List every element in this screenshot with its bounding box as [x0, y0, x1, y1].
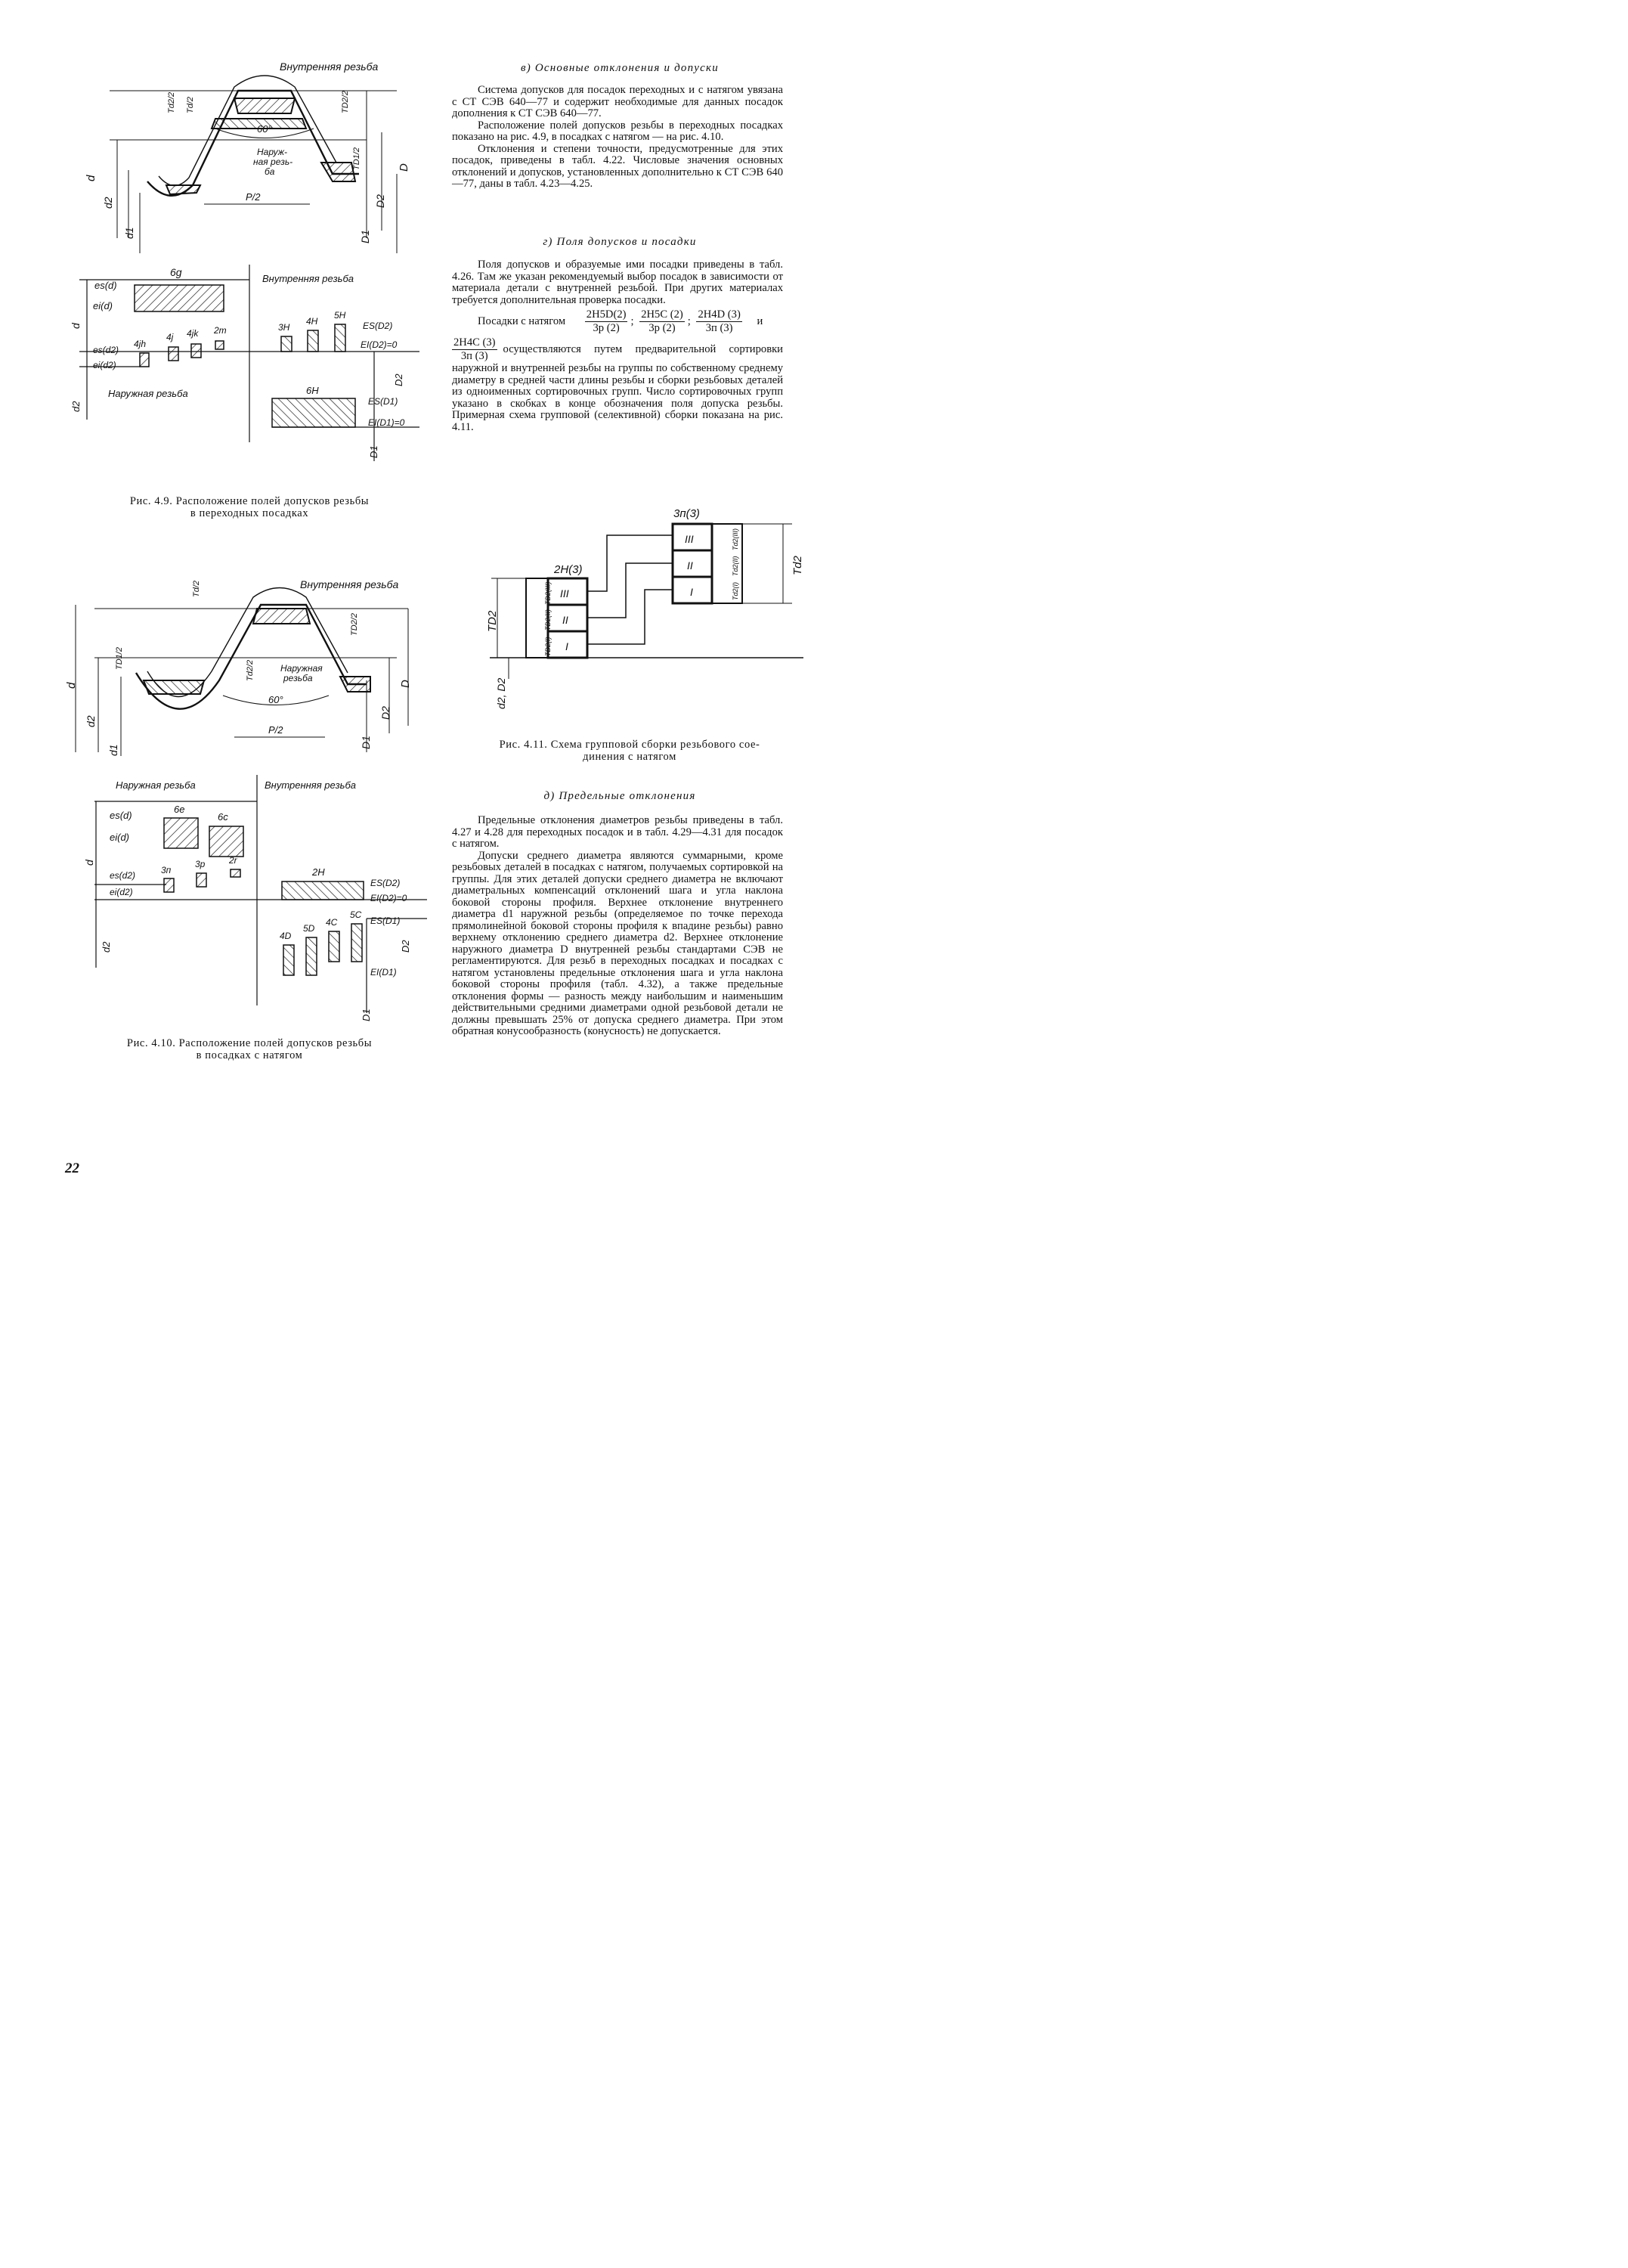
fig49-D-label: D	[398, 163, 410, 172]
fit-1	[585, 308, 628, 335]
fig410-angle-label: 60°	[268, 694, 283, 705]
fit-3	[696, 308, 741, 335]
fig411-nut-group-II: II	[562, 614, 568, 626]
fig410-TD1-label: TD1/2	[115, 647, 124, 670]
fig410-5C: 5C	[350, 909, 362, 920]
fig410-d-label: d	[65, 682, 78, 689]
fig410-D1-label: D1	[360, 736, 372, 749]
fit-1-den: 3р (2)	[593, 322, 620, 334]
fig49-caption	[83, 495, 416, 519]
fig49-field-4H	[308, 330, 318, 352]
fig410-d2-label-2: d2	[101, 941, 112, 953]
fig49-3H: 3H	[278, 322, 290, 333]
fits-line-2	[452, 336, 783, 433]
fig411-nut-tol-II: TD2(II)	[544, 609, 552, 631]
fig410-D2-label: D2	[379, 706, 392, 720]
fig410-field-3n	[164, 878, 174, 892]
section-v-body	[452, 85, 783, 191]
fig49-field-4jh	[140, 353, 149, 367]
fig410-internal-label-2: Внутренняя резьба	[265, 779, 357, 791]
fig410-ES-D1: ES(D1)	[370, 916, 401, 926]
fig410-caption-line1: Рис. 4.10. Расположение полей допусков резьбы	[126, 1037, 373, 1049]
fig410-d1-label: d1	[107, 744, 119, 756]
fig49-ES-D1: ES(D1)	[368, 396, 398, 407]
fig410-5D: 5D	[303, 923, 315, 934]
section-v-para-2: Расположение полей допусков резьбы в переходных посадках показано на рис. 4.9, в посадках с натягом — на рис. 4.10.	[452, 119, 783, 143]
fig49-D2-label-2: D2	[393, 373, 404, 386]
fig49-ei-d2: ei(d2)	[93, 360, 116, 370]
fig49-nut-label-3: ба	[265, 166, 275, 177]
section-g-para-1: Поля допусков и образуемые ими посадки приведены в табл. 4.26. Там же указан рекомендуемый выбор посадок в зависимости от материала детали с внутренней резьбой. При других материалах требуется дополнительная проверка посадки.	[452, 259, 783, 306]
fig411-base-label: d2, D2	[495, 677, 507, 709]
fig49-tolerance-axes	[79, 265, 419, 461]
fig49-d2-label: d2	[102, 197, 114, 209]
page-number: 22	[65, 1160, 79, 1176]
fig410-EI-D2: EI(D2)=0	[370, 893, 407, 903]
fig410-es-d: es(d)	[110, 810, 132, 821]
fits-and: и	[757, 314, 763, 327]
fig49-nut-label-2: ная резь-	[253, 156, 293, 167]
fig49-caption-line1: Рис. 4.9. Расположение полей допусков резьбы	[129, 495, 370, 507]
fig410-d-label-2: d	[83, 860, 95, 866]
fig49-5H: 5H	[334, 310, 346, 321]
fig49-4jk: 4jk	[187, 328, 199, 339]
section-g-heading: г) Поля допусков и посадки	[543, 236, 697, 248]
fig411-bolt-tol-I: Td2(I)	[732, 581, 739, 600]
section-d-body	[452, 815, 783, 1038]
fig410-ei-d2: ei(d2)	[110, 887, 133, 897]
fig410-TD2-label: TD2/2	[350, 613, 359, 636]
fig411-caption-line2: динения с натягом	[583, 751, 676, 763]
fig49-Td-label: Td/2	[186, 96, 195, 113]
fig411-bolt-tol-III: Td2(III)	[732, 528, 739, 550]
fit-4	[452, 336, 497, 363]
fig410-D1-label-2: D1	[361, 1009, 372, 1021]
fit-3-den: 3п (3)	[705, 322, 733, 334]
section-d-para-1: Предельные отклонения диаметров резьбы приведены в табл. 4.27 и 4.28 для переходных посадок и в табл. 4.29—4.31 для посадок с натягом.	[452, 814, 783, 850]
fig411-bolt-title: 3п(3)	[673, 507, 700, 520]
fig410-D2-label-2: D2	[400, 940, 411, 953]
fig49-D2-label: D2	[374, 194, 386, 208]
fig411-nut-group-III: III	[560, 587, 569, 600]
fig49-6g: 6g	[170, 266, 182, 278]
fig410-3n: 3п	[161, 865, 172, 875]
fig49-internal-label-2: Внутренняя резьба	[262, 273, 354, 284]
fig410-pitch-label: P/2	[268, 724, 283, 736]
fig49-D1-label-2: D1	[368, 445, 379, 458]
fig411-caption-line1: Рис. 4.11. Схема групповой сборки резьбового сое-	[499, 739, 760, 751]
fig49-d1-label: d1	[123, 227, 135, 239]
fig49-TD1-label: TD1/2	[352, 147, 361, 170]
fig49-es-d2: es(d2)	[93, 345, 119, 355]
fig49-d2-label-2: d2	[70, 401, 82, 412]
fig49-field-2m	[215, 341, 224, 349]
fig49-es-d: es(d)	[94, 280, 117, 291]
section-v-heading: в) Основные отклонения и допуски	[521, 62, 719, 74]
fig410-field-4D	[283, 945, 294, 975]
fig49-4H: 4H	[306, 316, 318, 327]
fig49-external-label: Наружная резьба	[108, 388, 188, 399]
fig49-EI-D1: EI(D1)=0	[368, 417, 405, 428]
fig49-ES-D2: ES(D2)	[363, 321, 393, 331]
section-v-para-1: Система допусков для посадок переходных и с натягом увязана с СТ СЭВ 640—77 и содержит необходимые для данных посадок дополнения к СТ СЭВ 640—77.	[452, 84, 783, 119]
fig411-caption	[467, 739, 792, 763]
fig410-field-6e	[164, 818, 198, 848]
fig410-drawing	[64, 575, 435, 1028]
fig49-caption-line2: в переходных посадках	[190, 507, 309, 519]
fig411-nut-group-I: I	[565, 640, 568, 652]
fig49-field-4jk	[191, 344, 201, 358]
fig410-4C: 4C	[326, 917, 338, 928]
fig410-thread-profile	[136, 588, 370, 709]
fig410-d2-label: d2	[85, 715, 97, 727]
fig410-caption-line2: в посадках с натягом	[196, 1049, 303, 1061]
fig410-caption	[83, 1037, 416, 1061]
fit-2-den: 3р (2)	[648, 322, 676, 334]
fig411-bolt-group-III: III	[685, 533, 694, 545]
fig49-nut-label-1: Наруж-	[257, 147, 288, 157]
fig410-nut-label-2: резьба	[283, 673, 313, 683]
fig49-field-5H	[335, 324, 345, 352]
fig410-nut-label-1: Наружная	[280, 663, 323, 674]
fig411-Td2: Td2	[791, 556, 804, 575]
fig49-thread-profile	[147, 76, 359, 196]
fig410-3p: 3р	[195, 859, 206, 869]
fig411-TD2: TD2	[486, 610, 499, 632]
fig49-4jh: 4jh	[134, 339, 147, 349]
fig411-drawing	[475, 505, 807, 726]
fig49-ei-d: ei(d)	[93, 300, 113, 311]
fig49-EI-D2: EI(D2)=0	[361, 339, 398, 350]
fig49-Td2-label: Td2/2	[167, 91, 176, 113]
fig410-4D: 4D	[280, 931, 292, 941]
fig411-bolt-group-II: II	[687, 559, 693, 572]
fig49-drawing	[64, 57, 435, 495]
fig49-pitch-label: P/2	[246, 191, 261, 203]
fig49-d-label: d	[85, 175, 97, 181]
fig410-ei-d: ei(d)	[110, 832, 130, 843]
fit-4-num: 2H4C (3)	[453, 336, 496, 349]
fig49-4j: 4j	[166, 332, 174, 342]
fig410-field-5C	[351, 924, 362, 962]
fig49-field-4j	[169, 347, 178, 361]
fig410-internal-label: Внутренняя резьба	[300, 578, 399, 590]
section-g-para-2: осуществляются путем предварительной сортировки наружной и внутренней резьбы на группы по собственному среднему диаметру в средней части длины резьбы и сборки резьбовых деталей из одноименных сортировочных групп. Число сортировочных групп указано в скобках в конце обозначения поля допуска резьбы. Примерная схема групповой (селективной) сборки показана на рис. 4.11.	[452, 342, 783, 433]
fig49-TD2-label: TD2/2	[341, 91, 350, 113]
fig410-Td-label: Td/2	[192, 580, 201, 597]
fig410-external-label: Наружная резьба	[116, 779, 196, 791]
fig410-field-5D	[306, 937, 317, 975]
fig49-internal-label: Внутренняя резьба	[280, 60, 379, 73]
fits-intro: Посадки с натягом	[478, 314, 566, 327]
fig410-field-2H	[282, 881, 364, 900]
fig410-field-6c	[209, 826, 243, 857]
fig410-ES-D2: ES(D2)	[370, 878, 401, 888]
fit-1-num: 2H5D(2)	[586, 308, 627, 321]
fit-sep-1: ;	[630, 314, 634, 327]
fig49-field-3H	[281, 336, 292, 352]
fit-2	[639, 308, 685, 335]
fig410-6e: 6e	[174, 804, 185, 815]
section-v-para-3: Отклонения и степени точности, предусмотренные для этих посадок, приведены в табл. 4.22. Числовые значения основных отклонений и допусков, установленных дополнительно к СТ СЭВ 640—77, даны в табл. 4.23—4.25.	[452, 142, 783, 190]
figure-4-11	[475, 505, 807, 726]
fit-4-den: 3п (3)	[460, 350, 488, 362]
fig411-bolt-group-I: I	[690, 586, 693, 598]
fig49-6H: 6H	[306, 385, 319, 396]
fit-2-num: 2H5C (2)	[641, 308, 683, 321]
fig410-2H: 2H	[312, 866, 325, 878]
section-g-body	[452, 259, 783, 433]
fig410-2r: 2r	[229, 855, 237, 866]
fig411-nut-tol-III: TD2(III)	[544, 581, 552, 605]
fig410-field-3p	[197, 873, 206, 887]
fig410-EI-D1: EI(D1)	[370, 967, 397, 978]
fig410-6c: 6c	[218, 811, 228, 823]
fig411-bolt-tol-II: Td2(II)	[732, 556, 739, 576]
fig49-field-6g	[135, 285, 224, 311]
fig410-D-label: D	[399, 680, 412, 688]
fig410-Td2-label: Td2/2	[246, 659, 255, 681]
fig411-lines	[490, 524, 803, 679]
fig410-es-d2: es(d2)	[110, 870, 136, 881]
fig49-angle-label: 60°	[257, 123, 272, 135]
figure-4-9	[64, 57, 435, 495]
fig49-2m: 2m	[214, 325, 227, 336]
figure-4-10	[64, 575, 435, 1028]
section-d-para-2: Допуски среднего диаметра являются суммарными, кроме резьбовых деталей в посадках с натягом, получаемых сортировкой на группы. Для этих деталей допуски среднего диаметра не включают диаметральных компенсаций отклонений шага и угла наклона боковой стороны профиля. Верхнее отклонение внутреннего диаметра d1 наружной резьбы (определяемое по точке перехода прямолинейной боковой стороны профиля к впадине резьбы) равно верхнему отклонению среднего диаметра d2. Верхнее отклонение наружного диаметра D внутренней резьбы стандартами СЭВ не регламентируются. Для резьб в переходных посадках и посадках с натягом установлены предельные отклонения шага и угла наклона боковой стороны профиля (табл. 4.32), а также предельные отклонения формы — разность между наибольшим и наименьшим действительными средними диаметрами одной резьбовой детали не должны превышать 25% от допуска среднего диаметра. При этом обратная конусообразность (конусность) не допускается.	[452, 849, 783, 1037]
fig49-field-6H	[272, 398, 355, 427]
fig410-field-2r	[231, 869, 240, 877]
fit-3-num: 2H4D (3)	[698, 308, 741, 321]
fits-line	[452, 308, 783, 335]
fig49-D1-label: D1	[359, 230, 371, 243]
fig411-nut-tol-I: TD2(I)	[544, 637, 552, 656]
fig411-nut-title: 2H(3)	[554, 563, 583, 576]
fig410-field-4C	[329, 931, 339, 962]
section-d-heading: д) Предельные отклонения	[543, 790, 696, 802]
fig49-d-label-2: d	[70, 323, 82, 329]
fit-sep-2: ;	[687, 314, 691, 327]
